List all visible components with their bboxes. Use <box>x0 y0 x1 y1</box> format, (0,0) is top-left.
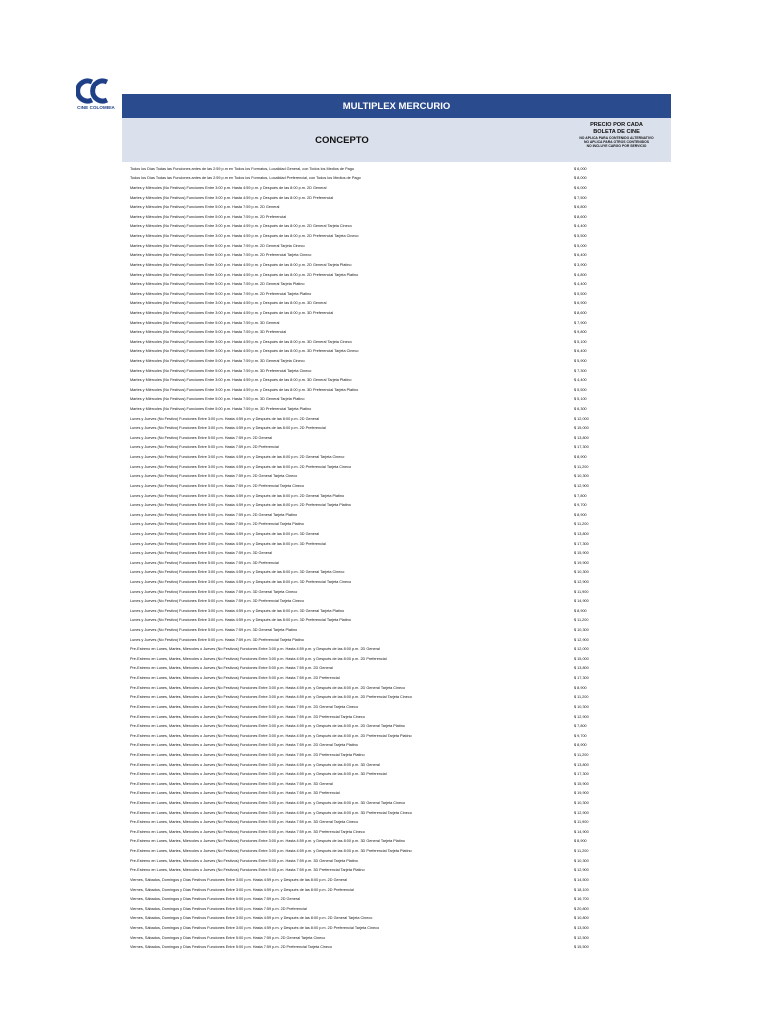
row-price: $ 7,900 <box>574 320 587 325</box>
row-concept: Martes y Miércoles (No Festivos) Funciones Entre 3:00 p.m. Hasta 4:59 p.m. y Después de las 8:00 p.m. 2D Preferencial Tarjeta Platino <box>130 272 359 277</box>
row-concept: Pre-Estreno en Lunes, Martes, Miercoles o Jueves (No Festivos) Funciones Entre 5:00 p.m. Hasta 7:59 p.m. 3D General Tarjeta Cineco <box>130 820 359 825</box>
table-row <box>130 510 671 520</box>
row-concept: Lunes y Jueves (No Festivo) Funciones Entre 5:00 p.m. Hasta 7:59 p.m. 2D Preferencial <box>130 445 279 450</box>
row-price: $ 4,400 <box>574 378 587 383</box>
table-row <box>130 299 671 309</box>
row-concept: Martes y Miércoles (No Festivos) Funciones Entre 5:00 p.m. Hasta 7:59 p.m. 3D Preferencial Tarjeta Cineco <box>130 368 312 373</box>
row-concept: Pre-Estreno en Lunes, Martes, Miercoles o Jueves (No Festivos) Funciones Entre 5:00 p.m. Hasta 7:59 p.m. 3D Preferencial Tarjeta Platino <box>130 868 365 873</box>
table-row <box>130 500 671 510</box>
price-header-line-2: BOLETA DE CINE <box>593 128 640 135</box>
row-concept: Lunes y Jueves (No Festivo) Funciones Entre 5:00 p.m. Hasta 7:59 p.m. 3D Preferencial Tarjeta Platino <box>130 637 304 642</box>
table-row <box>130 731 671 741</box>
price-header-line-1: PRECIO POR CADA <box>590 122 643 128</box>
table-row <box>130 241 671 251</box>
row-concept: Lunes y Jueves (No Festivo) Funciones Entre 3:00 p.m. Hasta 4:59 p.m. y Después de las 8:00 p.m. 2D Preferencial Tarjeta Cineco <box>130 464 352 469</box>
row-price: $ 9,700 <box>574 503 587 508</box>
row-concept: Lunes y Jueves (No Festivo) Funciones Entre 5:00 p.m. Hasta 7:59 p.m. 2D General Tarjeta Platino <box>130 512 298 517</box>
row-concept: Martes y Miércoles (No Festivos) Funciones Entre 3:00 p.m. Hasta 4:59 p.m. y Después de las 8:00 p.m. 2D Preferencial <box>130 195 334 200</box>
row-concept: Martes y Miércoles (No Festivos) Funciones Entre 5:00 p.m. Hasta 7:59 p.m. 2D General <box>130 205 280 210</box>
table-row <box>130 385 671 395</box>
table-row <box>130 443 671 453</box>
price-table <box>130 164 671 952</box>
row-concept: Pre-Estreno en Lunes, Martes, Miercoles o Jueves (No Festivos) Funciones Entre 3:00 p.m. Hasta 4:59 p.m. y Después de las 8:00 p.m. 3D Preferencial Tarjeta Platino <box>130 849 412 854</box>
row-concept: Pre-Estreno en Lunes, Martes, Miercoles o Jueves (No Festivos) Funciones Entre 3:00 p.m. Hasta 4:59 p.m. y Después de las 8:00 p.m. 2D General Tarjeta Cineco <box>130 685 406 690</box>
row-price: $ 6,800 <box>574 205 587 210</box>
row-price: $ 12,900 <box>574 714 589 719</box>
table-row <box>130 827 671 837</box>
row-concept: Lunes y Jueves (No Festivo) Funciones Entre 3:00 p.m. Hasta 4:59 p.m. y Después de las 8:00 p.m. 3D Preferencial Tarjeta Platino <box>130 618 351 623</box>
row-concept: Martes y Miércoles (No Festivos) Funciones Entre 3:00 p.m. Hasta 4:59 p.m. y Después de las 8:00 p.m. 2D Preferencial Tarjeta Cineco <box>130 234 359 239</box>
table-row <box>130 366 671 376</box>
row-concept: Martes y Miércoles (No Festivos) Funciones Entre 5:00 p.m. Hasta 7:59 p.m. 2D Preferencial Tarjeta Platino <box>130 291 312 296</box>
row-price: $ 8,000 <box>574 176 587 181</box>
table-row <box>130 635 671 645</box>
table-row <box>130 289 671 299</box>
table-row <box>130 481 671 491</box>
row-concept: Martes y Miércoles (No Festivos) Funciones Entre 3:00 p.m. Hasta 4:59 p.m. y Después de las 8:00 p.m. 3D General Tarjeta Platino <box>130 378 352 383</box>
row-concept: Lunes y Jueves (No Festivo) Funciones Entre 3:00 p.m. Hasta 4:59 p.m. y Después de las 8:00 p.m. 3D Preferencial <box>130 541 326 546</box>
column-header-price <box>562 118 671 162</box>
price-note-1: NO APLICA PARA CONTENIDO ALTERNATIVO <box>579 135 654 140</box>
table-row <box>130 222 671 232</box>
row-concept: Martes y Miércoles (No Festivos) Funciones Entre 5:00 p.m. Hasta 7:59 p.m. 2D General Tarjeta Platino <box>130 282 305 287</box>
row-price: $ 14,900 <box>574 599 589 604</box>
row-concept: Martes y Miércoles (No Festivos) Funciones Entre 5:00 p.m. Hasta 7:59 p.m. 3D Preferencial <box>130 330 287 335</box>
row-concept: Todos los Días Todas las Funciones antes de las 2:59 p.m en Todos los Formatos, Localidad Preferencial, con Todos los Medios de Pago <box>130 176 361 181</box>
row-concept: Pre-Estreno en Lunes, Martes, Miercoles o Jueves (No Festivos) Funciones Entre 5:00 p.m. Hasta 7:59 p.m. 2D General <box>130 666 333 671</box>
row-concept: Pre-Estreno en Lunes, Martes, Miercoles o Jueves (No Festivos) Funciones Entre 3:00 p.m. Hasta 4:59 p.m. y Después de las 8:00 p.m. 2D Preferencial Tarjeta Platino <box>130 733 412 738</box>
row-price: $ 8,600 <box>574 214 587 219</box>
row-concept: Pre-Estreno en Lunes, Martes, Miercoles o Jueves (No Festivos) Funciones Entre 5:00 p.m. Hasta 7:59 p.m. 2D General Tarjeta Cineco <box>130 704 359 709</box>
table-row <box>130 587 671 597</box>
row-price: $ 12,900 <box>574 580 589 584</box>
logo-brand-text: CINE COLOMBIA <box>77 105 115 110</box>
row-concept: Pre-Estreno en Lunes, Martes, Miercoles o Jueves (No Festivos) Funciones Entre 5:00 p.m. Hasta 7:59 p.m. 3D General Tarjeta Platino <box>130 858 358 863</box>
row-concept: Lunes y Jueves (No Festivo) Funciones Entre 3:00 p.m. Hasta 4:59 p.m. y Después de las 8:00 p.m. 3D General Tarjeta Platino <box>130 608 345 613</box>
row-concept: Pre-Estreno en Lunes, Martes, Miercoles o Jueves (No Festivos) Funciones Entre 3:00 p.m. Hasta 4:59 p.m. y Después de las 8:00 p.m. 2D Preferencial Tarjeta Cineco <box>130 695 412 700</box>
table-row <box>130 817 671 827</box>
row-price: $ 6,300 <box>574 407 587 412</box>
row-price: $ 10,300 <box>574 474 589 479</box>
row-concept: Pre-Estreno en Lunes, Martes, Miercoles o Jueves (No Festivos) Funciones Entre 5:00 p.m. Hasta 7:59 p.m. 3D Preferencial <box>130 791 340 796</box>
row-concept: Pre-Estreno en Lunes, Martes, Miercoles o Jueves (No Festivos) Funciones Entre 5:00 p.m. Hasta 7:59 p.m. 2D Preferencial Tarjeta Cineco <box>130 714 365 719</box>
row-price: $ 5,900 <box>574 358 587 363</box>
row-price: $ 13,800 <box>574 666 589 671</box>
table-row <box>130 327 671 337</box>
row-price: $ 10,800 <box>574 916 589 921</box>
table-row <box>130 433 671 443</box>
row-price: $ 19,900 <box>574 791 589 796</box>
table-row <box>130 942 671 952</box>
row-concept: Martes y Miércoles (No Festivos) Funciones Entre 3:00 p.m. Hasta 4:59 p.m. y Después de las 8:00 p.m. 3D Preferencial Tarjeta Platino <box>130 387 359 392</box>
table-row <box>130 337 671 347</box>
row-price: $ 5,000 <box>574 243 587 248</box>
row-concept: Lunes y Jueves (No Festivo) Funciones Entre 5:00 p.m. Hasta 7:59 p.m. 3D Preferencial <box>130 560 279 565</box>
row-concept: Martes y Miércoles (No Festivos) Funciones Entre 3:00 p.m. Hasta 4:59 p.m. y Después de las 8:00 p.m. 2D General Tarjeta Platino <box>130 262 352 267</box>
row-concept: Martes y Miércoles (No Festivos) Funciones Entre 3:00 p.m. Hasta 4:59 p.m. y Después de las 8:00 p.m. 3D General Tarjeta Cineco <box>130 339 352 344</box>
table-row <box>130 250 671 260</box>
row-price: $ 8,900 <box>574 608 587 613</box>
row-concept: Viernes, Sábados, Domingos y Días Festivos Funciones Entre 3:00 p.m. Hasta 4:59 p.m. y Después de las 8:00 p.m. 2D General <box>130 877 348 882</box>
row-price: $ 12,900 <box>574 483 589 488</box>
row-price: $ 7,500 <box>574 195 587 200</box>
table-row <box>130 231 671 241</box>
row-concept: Todos los Días Todas las Funciones antes de las 2:59 p.m en Todos los Formatos, Localidad General, con Todos los Medios de Pago <box>130 166 354 171</box>
row-price: $ 12,900 <box>574 810 589 815</box>
table-row <box>130 837 671 847</box>
table-row <box>130 558 671 568</box>
row-concept: Lunes y Jueves (No Festivo) Funciones Entre 3:00 p.m. Hasta 4:59 p.m. y Después de las 8:00 p.m. 2D Preferencial Tarjeta Platino <box>130 503 351 508</box>
row-concept: Lunes y Jueves (No Festivo) Funciones Entre 5:00 p.m. Hasta 7:59 p.m. 2D Preferencial Tarjeta Cineco <box>130 483 305 488</box>
table-row <box>130 683 671 693</box>
table-row <box>130 875 671 885</box>
table-row <box>130 644 671 654</box>
row-price: $ 10,300 <box>574 858 589 863</box>
row-concept: Martes y Miércoles (No Festivos) Funciones Entre 5:00 p.m. Hasta 7:59 p.m. 2D Preferencial Tarjeta Cineco <box>130 253 312 258</box>
row-concept: Pre-Estreno en Lunes, Martes, Miercoles o Jueves (No Festivos) Funciones Entre 5:00 p.m. Hasta 7:59 p.m. 2D Preferencial Tarjeta Platino <box>130 752 365 757</box>
row-concept: Martes y Miércoles (No Festivos) Funciones Entre 5:00 p.m. Hasta 7:59 p.m. 2D Preferencial <box>130 214 287 219</box>
table-row <box>130 491 671 501</box>
table-header <box>122 118 671 162</box>
row-price: $ 14,900 <box>574 829 589 834</box>
row-price: $ 12,900 <box>574 637 589 642</box>
table-row <box>130 193 671 203</box>
table-row <box>130 318 671 328</box>
table-row <box>130 404 671 414</box>
cine-colombia-logo-icon <box>76 78 116 104</box>
row-concept: Martes y Miércoles (No Festivos) Funciones Entre 5:00 p.m. Hasta 7:59 p.m. 2D General Tarjeta Cineco <box>130 243 305 248</box>
row-price: $ 12,500 <box>574 935 589 940</box>
row-price: $ 15,500 <box>574 945 589 950</box>
row-concept: Lunes y Jueves (No Festivo) Funciones Entre 5:00 p.m. Hasta 7:59 p.m. 3D General <box>130 551 273 556</box>
row-price: $ 12,000 <box>574 416 589 421</box>
table-row <box>130 721 671 731</box>
row-price: $ 3,900 <box>574 262 587 267</box>
row-price: $ 12,000 <box>574 647 589 652</box>
row-concept: Pre-Estreno en Lunes, Martes, Miercoles o Jueves (No Festivos) Funciones Entre 3:00 p.m. Hasta 4:59 p.m. y Después de las 8:00 p.m. 2D General Tarjeta Platino <box>130 724 405 729</box>
row-price: $ 18,100 <box>574 887 589 892</box>
row-price: $ 6,000 <box>574 166 587 171</box>
table-row <box>130 356 671 366</box>
row-concept: Pre-Estreno en Lunes, Martes, Miercoles o Jueves (No Festivos) Funciones Entre 3:00 p.m. Hasta 4:59 p.m. y Después de las 8:00 p.m. 3D Preferencial Tarjeta Cineco <box>130 810 412 815</box>
row-price: $ 15,000 <box>574 426 589 431</box>
row-price: $ 4,400 <box>574 224 587 229</box>
row-price: $ 10,300 <box>574 801 589 806</box>
table-row <box>130 308 671 318</box>
row-price: $ 8,900 <box>574 685 587 690</box>
row-price: $ 8,600 <box>574 310 587 315</box>
row-concept: Lunes y Jueves (No Festivo) Funciones Entre 3:00 p.m. Hasta 4:59 p.m. y Después de las 8:00 p.m. 3D General <box>130 531 320 536</box>
row-concept: Lunes y Jueves (No Festivo) Funciones Entre 5:00 p.m. Hasta 7:59 p.m. 2D General <box>130 435 273 440</box>
table-row <box>130 462 671 472</box>
table-row <box>130 347 671 357</box>
row-concept: Viernes, Sábados, Domingos y Días Festivos Funciones Entre 5:00 p.m. Hasta 7:59 p.m. 2D General Tarjeta Cineco <box>130 935 326 940</box>
table-row <box>130 472 671 482</box>
table-row <box>130 865 671 875</box>
table-row <box>130 856 671 866</box>
row-concept: Viernes, Sábados, Domingos y Días Festivos Funciones Entre 5:00 p.m. Hasta 7:59 p.m. 2D Preferencial <box>130 906 307 911</box>
row-price: $ 15,900 <box>574 551 589 556</box>
row-concept: Martes y Miércoles (No Festivos) Funciones Entre 3:00 p.m. Hasta 4:59 p.m. y Después de las 8:00 p.m. 2D General <box>130 186 327 191</box>
table-row <box>130 164 671 174</box>
row-concept: Pre-Estreno en Lunes, Martes, Miercoles o Jueves (No Festivos) Funciones Entre 3:00 p.m. Hasta 4:59 p.m. y Después de las 8:00 p.m. 3D General Tarjeta Platino <box>130 839 405 844</box>
cine-colombia-logo <box>76 78 116 114</box>
table-row <box>130 548 671 558</box>
table-row <box>130 212 671 222</box>
table-row <box>130 279 671 289</box>
price-note-2: NO APLICA PARA OTROS CONTENIDOS <box>583 139 650 144</box>
table-row <box>130 654 671 664</box>
table-row <box>130 375 671 385</box>
table-row <box>130 452 671 462</box>
row-concept: Viernes, Sábados, Domingos y Días Festivos Funciones Entre 3:00 p.m. Hasta 4:59 p.m. y Después de las 8:00 p.m. 2D Preferencial Tarjeta Cineco <box>130 925 380 930</box>
row-concept: Lunes y Jueves (No Festivo) Funciones Entre 5:00 p.m. Hasta 7:59 p.m. 3D General Tarjeta Platino <box>130 628 298 633</box>
row-price: $ 8,900 <box>574 455 587 460</box>
row-price: $ 8,900 <box>574 743 587 748</box>
row-price: $ 13,500 <box>574 925 589 930</box>
row-concept: Martes y Miércoles (No Festivos) Funciones Entre 5:00 p.m. Hasta 7:59 p.m. 3D General <box>130 320 280 325</box>
row-price: $ 9,800 <box>574 330 587 335</box>
row-concept: Pre-Estreno en Lunes, Martes, Miercoles o Jueves (No Festivos) Funciones Entre 3:00 p.m. Hasta 4:59 p.m. y Después de las 8:00 p.m. 3D General Tarjeta Cineco <box>130 801 406 806</box>
row-price: $ 10,300 <box>574 704 589 709</box>
row-price: $ 5,100 <box>574 397 587 402</box>
row-price: $ 10,300 <box>574 570 589 575</box>
table-row <box>130 423 671 433</box>
row-price: $ 13,800 <box>574 531 589 536</box>
table-row <box>130 395 671 405</box>
row-price: $ 5,500 <box>574 387 587 392</box>
table-row <box>130 760 671 770</box>
table-row <box>130 529 671 539</box>
table-row <box>130 750 671 760</box>
row-price: $ 11,200 <box>574 695 589 700</box>
row-price: $ 6,000 <box>574 186 587 191</box>
price-note-3: NO INCLUYE CARGO POR SERVICIO <box>586 144 647 149</box>
row-concept: Martes y Miércoles (No Festivos) Funciones Entre 5:00 p.m. Hasta 7:59 p.m. 3D General Tarjeta Cineco <box>130 358 305 363</box>
row-price: $ 11,200 <box>574 522 589 527</box>
row-price: $ 19,900 <box>574 560 589 565</box>
table-row <box>130 741 671 751</box>
table-row <box>130 270 671 280</box>
table-row <box>130 577 671 587</box>
row-concept: Martes y Miércoles (No Festivos) Funciones Entre 5:00 p.m. Hasta 7:59 p.m. 3D General Tarjeta Platino <box>130 397 305 402</box>
row-concept: Pre-Estreno en Lunes, Martes, Miercoles o Jueves (No Festivos) Funciones Entre 5:00 p.m. Hasta 7:59 p.m. 3D Preferencial Tarjeta Cineco <box>130 829 365 834</box>
row-concept: Viernes, Sábados, Domingos y Días Festivos Funciones Entre 5:00 p.m. Hasta 7:59 p.m. 2D Preferencial Tarjeta Cineco <box>130 945 333 950</box>
table-row <box>130 846 671 856</box>
row-concept: Pre-Estreno en Lunes, Martes, Miercoles o Jueves (No Festivos) Funciones Entre 5:00 p.m. Hasta 7:59 p.m. 3D General <box>130 781 333 786</box>
row-price: $ 7,800 <box>574 493 587 498</box>
row-price: $ 14,500 <box>574 877 589 882</box>
table-row <box>130 260 671 270</box>
table-row <box>130 625 671 635</box>
row-price: $ 13,800 <box>574 435 589 440</box>
row-price: $ 11,200 <box>574 752 589 757</box>
row-price: $ 15,900 <box>574 781 589 786</box>
row-price: $ 8,900 <box>574 839 587 844</box>
row-price: $ 17,300 <box>574 445 589 450</box>
row-concept: Martes y Miércoles (No Festivos) Funciones Entre 3:00 p.m. Hasta 4:59 p.m. y Después de las 8:00 p.m. 3D Preferencial Tarjeta Cineco <box>130 349 359 354</box>
row-price: $ 8,900 <box>574 512 587 517</box>
row-concept: Pre-Estreno en Lunes, Martes, Miercoles o Jueves (No Festivos) Funciones Entre 3:00 p.m. Hasta 4:59 p.m. y Después de las 8:00 p.m. 3D General <box>130 762 380 767</box>
row-concept: Martes y Miércoles (No Festivos) Funciones Entre 3:00 p.m. Hasta 4:59 p.m. y Después de las 8:00 p.m. 3D Preferencial <box>130 310 334 315</box>
row-price: $ 16,700 <box>574 897 589 902</box>
table-row <box>130 596 671 606</box>
table-row <box>130 568 671 578</box>
row-concept: Pre-Estreno en Lunes, Martes, Miercoles o Jueves (No Festivos) Funciones Entre 5:00 p.m. Hasta 7:59 p.m. 2D General Tarjeta Platino <box>130 743 358 748</box>
row-price: $ 6,400 <box>574 349 587 354</box>
table-row <box>130 183 671 193</box>
table-row <box>130 923 671 933</box>
table-row <box>130 606 671 616</box>
row-price: $ 20,800 <box>574 906 589 911</box>
row-price: $ 11,200 <box>574 849 589 854</box>
row-price: $ 11,900 <box>574 589 589 594</box>
row-price: $ 11,900 <box>574 820 589 825</box>
row-price: $ 6,400 <box>574 253 587 258</box>
row-concept: Pre-Estreno en Lunes, Martes, Miercoles o Jueves (No Festivos) Funciones Entre 3:00 p.m. Hasta 4:59 p.m. y Después de las 8:00 p.m. 2D General <box>130 647 380 652</box>
row-concept: Lunes y Jueves (No Festivo) Funciones Entre 5:00 p.m. Hasta 7:59 p.m. 2D Preferencial Tarjeta Platino <box>130 522 304 527</box>
table-row <box>130 933 671 943</box>
row-price: $ 4,400 <box>574 282 587 287</box>
row-price: $ 11,200 <box>574 464 589 469</box>
row-concept: Lunes y Jueves (No Festivo) Funciones Entre 3:00 p.m. Hasta 4:59 p.m. y Después de las 8:00 p.m. 2D General Tarjeta Cineco <box>130 455 345 460</box>
row-concept: Pre-Estreno en Lunes, Martes, Miercoles o Jueves (No Festivos) Funciones Entre 3:00 p.m. Hasta 4:59 p.m. y Después de las 8:00 p.m. 2D Preferencial <box>130 656 387 661</box>
row-price: $ 17,300 <box>574 676 589 681</box>
table-row <box>130 885 671 895</box>
table-row <box>130 914 671 924</box>
row-concept: Lunes y Jueves (No Festivo) Funciones Entre 5:00 p.m. Hasta 7:59 p.m. 3D General Tarjeta Cineco <box>130 589 298 594</box>
table-row <box>130 702 671 712</box>
row-price: $ 4,800 <box>574 272 587 277</box>
row-concept: Viernes, Sábados, Domingos y Días Festivos Funciones Entre 3:00 p.m. Hasta 4:59 p.m. y Después de las 8:00 p.m. 2D Preferencial <box>130 887 354 892</box>
row-concept: Lunes y Jueves (No Festivo) Funciones Entre 3:00 p.m. Hasta 4:59 p.m. y Después de las 8:00 p.m. 3D Preferencial Tarjeta Cineco <box>130 580 352 584</box>
table-row <box>130 616 671 626</box>
table-row <box>130 414 671 424</box>
row-price: $ 7,300 <box>574 368 587 373</box>
row-price: $ 6,900 <box>574 301 587 306</box>
row-concept: Martes y Miércoles (No Festivos) Funciones Entre 3:00 p.m. Hasta 4:59 p.m. y Después de las 8:00 p.m. 2D General Tarjeta Cineco <box>130 224 352 229</box>
table-row <box>130 202 671 212</box>
column-header-concept: CONCEPTO <box>315 134 369 146</box>
row-concept: Lunes y Jueves (No Festivo) Funciones Entre 3:00 p.m. Hasta 4:59 p.m. y Después de las 8:00 p.m. 3D General Tarjeta Cineco <box>130 570 345 575</box>
table-row <box>130 808 671 818</box>
row-price: $ 11,200 <box>574 618 589 623</box>
table-row <box>130 779 671 789</box>
row-concept: Lunes y Jueves (No Festivo) Funciones Entre 5:00 p.m. Hasta 7:59 p.m. 2D General Tarjeta Cineco <box>130 474 298 479</box>
row-concept: Pre-Estreno en Lunes, Martes, Miercoles o Jueves (No Festivos) Funciones Entre 3:00 p.m. Hasta 4:59 p.m. y Después de las 8:00 p.m. 3D Preferencial <box>130 772 387 777</box>
table-row <box>130 664 671 674</box>
row-price: $ 13,800 <box>574 762 589 767</box>
row-concept: Lunes y Jueves (No Festivo) Funciones Entre 3:00 p.m. Hasta 4:59 p.m. y Después de las 8:00 p.m. 2D General <box>130 416 320 421</box>
table-row <box>130 712 671 722</box>
table-row <box>130 904 671 914</box>
row-price: $ 17,300 <box>574 772 589 777</box>
row-concept: Martes y Miércoles (No Festivos) Funciones Entre 5:00 p.m. Hasta 7:59 p.m. 3D Preferencial Tarjeta Platino <box>130 407 312 412</box>
table-row <box>130 693 671 703</box>
row-price: $ 12,900 <box>574 868 589 873</box>
table-row <box>130 769 671 779</box>
table-row <box>130 894 671 904</box>
row-concept: Martes y Miércoles (No Festivos) Funciones Entre 3:00 p.m. Hasta 4:59 p.m. y Después de las 8:00 p.m. 3D General <box>130 301 327 306</box>
row-price: $ 10,300 <box>574 628 589 633</box>
row-concept: Pre-Estreno en Lunes, Martes, Miercoles o Jueves (No Festivos) Funciones Entre 5:00 p.m. Hasta 7:59 p.m. 2D Preferencial <box>130 676 340 681</box>
table-row <box>130 539 671 549</box>
page-title: MULTIPLEX MERCURIO <box>122 94 671 118</box>
row-price: $ 17,300 <box>574 541 589 546</box>
row-price: $ 5,100 <box>574 339 587 344</box>
table-row <box>130 673 671 683</box>
table-row <box>130 174 671 184</box>
row-price: $ 7,800 <box>574 724 587 729</box>
row-price: $ 5,500 <box>574 291 587 296</box>
row-concept: Lunes y Jueves (No Festivo) Funciones Entre 3:00 p.m. Hasta 4:59 p.m. y Después de las 8:00 p.m. 2D Preferencial <box>130 426 326 431</box>
row-price: $ 9,700 <box>574 733 587 738</box>
row-concept: Lunes y Jueves (No Festivo) Funciones Entre 3:00 p.m. Hasta 4:59 p.m. y Después de las 8:00 p.m. 2D General Tarjeta Platino <box>130 493 345 498</box>
table-row <box>130 520 671 530</box>
row-price: $ 5,500 <box>574 234 587 239</box>
row-concept: Viernes, Sábados, Domingos y Días Festivos Funciones Entre 3:00 p.m. Hasta 4:59 p.m. y Después de las 8:00 p.m. 2D General Tarjeta Cineco <box>130 916 373 921</box>
row-concept: Viernes, Sábados, Domingos y Días Festivos Funciones Entre 5:00 p.m. Hasta 7:59 p.m. 2D General <box>130 897 301 902</box>
row-concept: Lunes y Jueves (No Festivo) Funciones Entre 5:00 p.m. Hasta 7:59 p.m. 3D Preferencial Tarjeta Cineco <box>130 599 305 604</box>
table-row <box>130 798 671 808</box>
table-row <box>130 789 671 799</box>
row-price: $ 15,000 <box>574 656 589 661</box>
